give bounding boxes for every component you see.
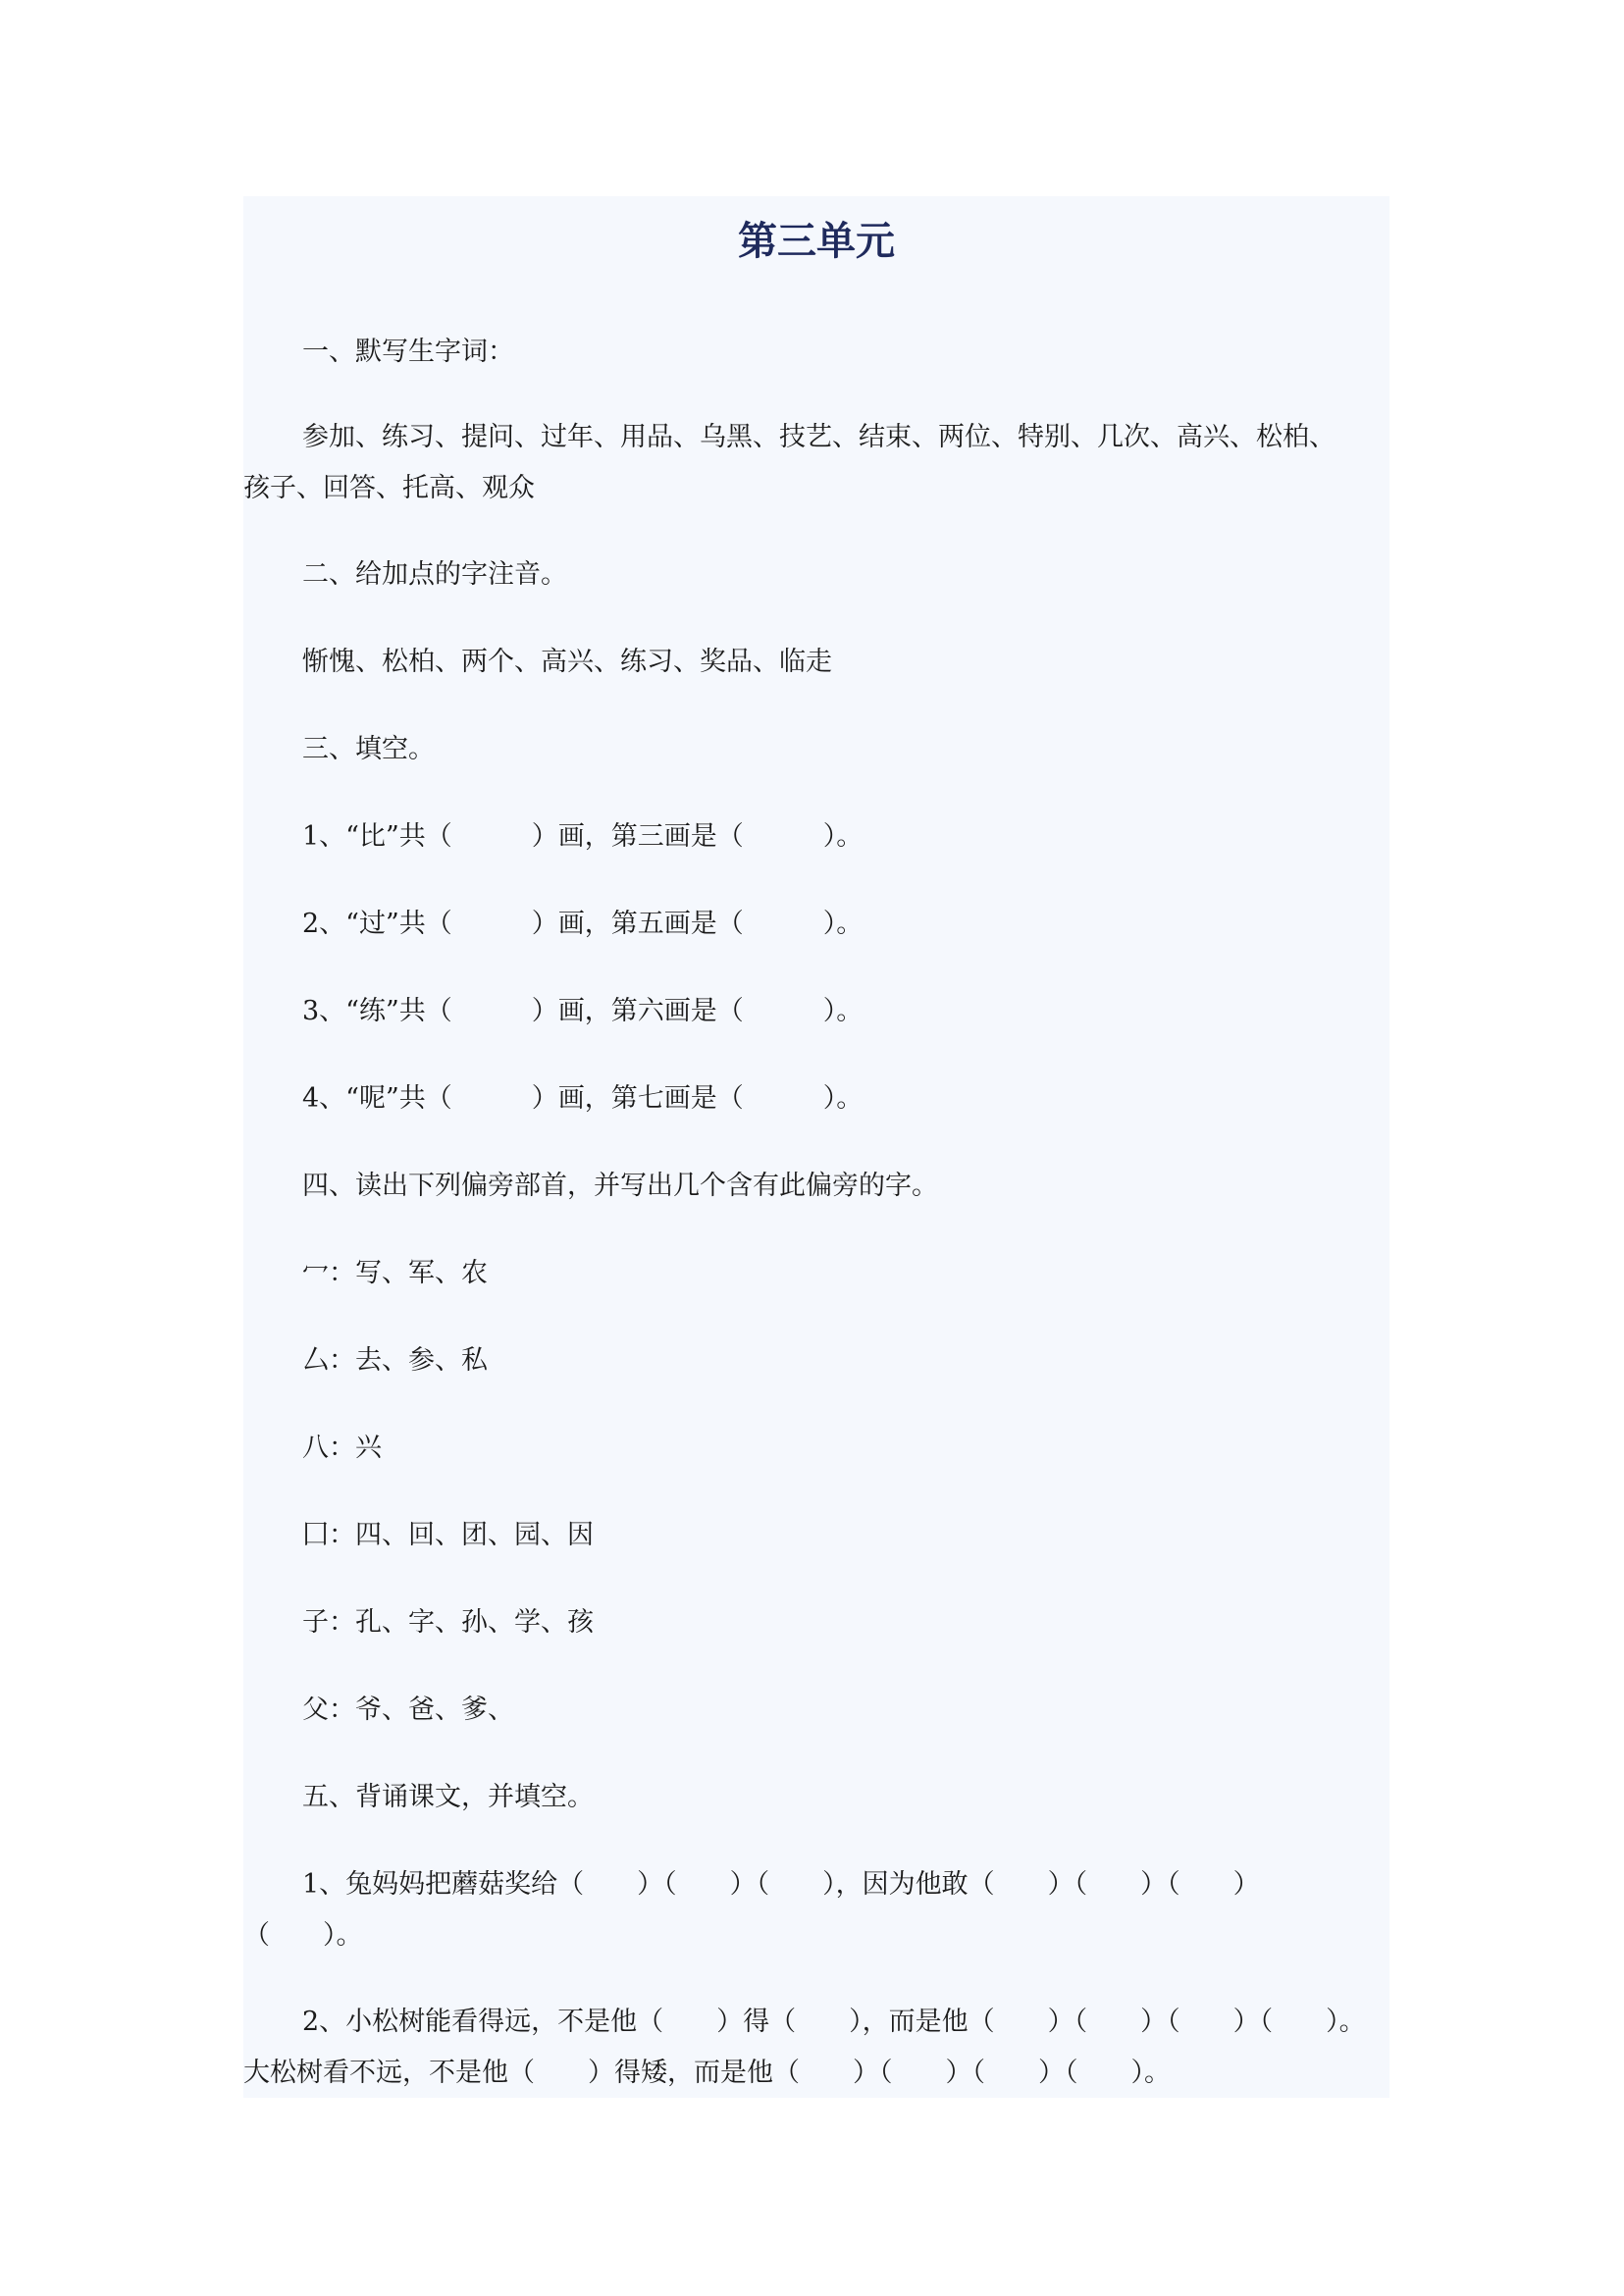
radical-item: 厶：去、参、私 — [302, 1345, 488, 1376]
fill-blank-item: （ ）。 — [243, 1920, 363, 1951]
word-list-line: 惭愧、松柏、两个、高兴、练习、奖品、临走 — [302, 647, 832, 677]
fill-blank-item: 1、兔妈妈把蘑菇奖给（ ）（ ）（ ），因为他敢（ ）（ ）（ ） — [302, 1869, 1260, 1900]
section-heading: 二、给加点的字注音。 — [302, 559, 567, 590]
fill-blank-item: 3、“练”共（ ）画，第六画是（ ）。 — [302, 996, 864, 1026]
page-title: 第三单元 — [738, 219, 895, 264]
radical-item: 冖：写、军、农 — [302, 1258, 488, 1288]
section-heading: 四、读出下列偏旁部首，并写出几个含有此偏旁的字。 — [302, 1171, 938, 1201]
document-page — [243, 196, 1389, 2098]
fill-blank-item: 4、“呢”共（ ）画，第七画是（ ）。 — [302, 1083, 864, 1114]
section-heading: 三、填空。 — [302, 734, 435, 764]
section-heading: 五、背诵课文，并填空。 — [302, 1782, 594, 1812]
word-list-line: 孩子、回答、托高、观众 — [243, 473, 535, 503]
fill-blank-item: 2、“过”共（ ）画，第五画是（ ）。 — [302, 909, 864, 939]
fill-blank-item: 大松树看不远，不是他（ ）得矮，而是他（ ）（ ）（ ）（ ）。 — [243, 2058, 1171, 2088]
word-list-line: 参加、练习、提问、过年、用品、乌黑、技艺、结束、两位、特别、几次、高兴、松柏、 — [302, 422, 1336, 452]
section-heading: 一、默写生字词： — [302, 337, 514, 367]
radical-item: 子：孔、字、孙、学、孩 — [302, 1607, 594, 1638]
radical-item: 八：兴 — [302, 1433, 382, 1463]
radical-item: 囗：四、回、团、园、因 — [302, 1520, 594, 1550]
radical-item: 父：爷、爸、爹、 — [302, 1695, 514, 1725]
fill-blank-item: 1、“比”共（ ）画，第三画是（ ）。 — [302, 821, 864, 852]
fill-blank-item: 2、小松树能看得远，不是他（ ）得（ ），而是他（ ）（ ）（ ）（ ）。 — [302, 2007, 1366, 2037]
